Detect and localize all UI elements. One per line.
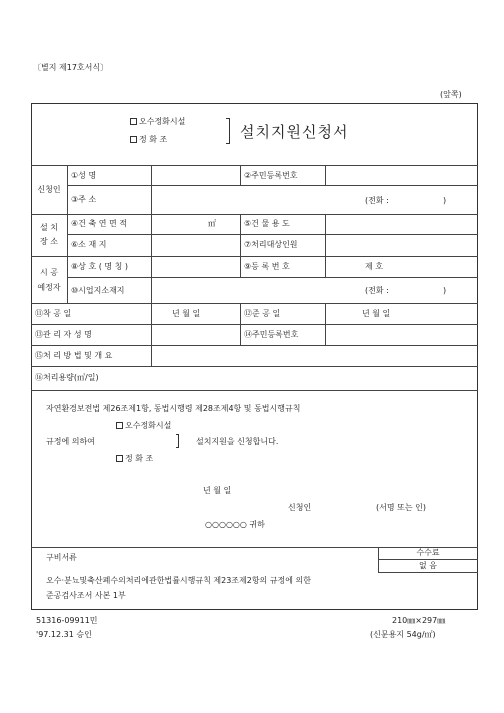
documents-text-line2: 준공검사조서 사본 1부 [46, 591, 126, 600]
title-option-sewage [130, 117, 185, 127]
manager-name-label: ⑬관 리 자 성 명 [35, 330, 92, 339]
fee-label: 수수료 [416, 548, 440, 557]
form-number: 〔별지 제17호서식〕 [33, 63, 109, 72]
site-area-label: ④건 축 연 면 적 [71, 219, 127, 228]
grid-line [325, 303, 326, 345]
grid-line [378, 559, 478, 560]
footer-approval: '97.12.31 승인 [36, 630, 92, 639]
contractor-group-label-2: 예정자 [37, 283, 61, 292]
manager-rrn-label: ⑭주민등록번호 [244, 330, 299, 339]
bracket-shape [176, 434, 179, 448]
contractor-phone-close: ) [443, 286, 447, 295]
checkbox-icon[interactable] [116, 422, 123, 429]
statement-date: 년 월 일 [203, 486, 232, 495]
grid-line [240, 214, 241, 277]
grid-line [31, 165, 478, 166]
grid-line [31, 303, 478, 304]
grid-line [31, 214, 478, 215]
footer-size: 210㎜×297㎜ [392, 616, 446, 625]
grid-line [151, 165, 152, 366]
statement-line1: 자연환경보전법 제26조제1항, 동법시행령 제28조제4항 및 동법시행규칙 [46, 404, 301, 413]
grid-line [31, 256, 478, 257]
statement-applicant-label: 신청인 [288, 503, 312, 512]
statement-recipient: ○○○○○○ 귀하 [205, 520, 265, 529]
start-date-value: 년 월 일 [172, 309, 201, 318]
site-area-unit: ㎡ [208, 219, 216, 228]
grid-line [31, 366, 478, 367]
grid-line [325, 165, 326, 185]
contractor-trade-label: ⑧상 호 ( 명 칭 ) [71, 262, 129, 271]
grid-line [325, 214, 326, 277]
grid-line [31, 345, 478, 346]
applicant-rrn-label: ②주민등록번호 [244, 171, 298, 180]
capacity-label: ⑯처리용량(㎥/일) [35, 373, 99, 382]
grid-line [31, 324, 478, 325]
statement-option-sewage-label: 오수정화시설 [125, 421, 172, 430]
contractor-group-label-1: 시 공 [40, 268, 58, 277]
bracket-shape [226, 118, 230, 144]
grid-line [240, 303, 241, 345]
statement-sign-label: (서명 또는 인) [376, 503, 426, 512]
applicant-phone-label: (전화 : [365, 196, 389, 205]
contractor-office-label: ⑩시업지소재지 [71, 286, 125, 295]
site-use-label: ⑤건 물 용 도 [244, 219, 290, 228]
contractor-reg-value: 제 호 [365, 262, 383, 271]
site-target-label: ⑦처리대상인원 [244, 240, 298, 249]
method-label: ⑮처 리 방 법 및 개 요 [35, 351, 113, 360]
footer-paper: (신문용지 54g/㎡) [370, 630, 436, 639]
grid-line [67, 234, 478, 235]
title-option-septic-label: 정 화 조 [139, 135, 168, 144]
applicant-address-label: ③주 소 [71, 195, 97, 204]
site-group-label-2: 장 소 [40, 237, 58, 246]
end-date-value: 년 월 일 [362, 309, 391, 318]
grid-line [31, 390, 478, 391]
footer-code: 51316-09911민 [36, 616, 98, 625]
grid-line [240, 165, 241, 185]
checkbox-icon[interactable] [130, 118, 137, 125]
documents-text-line1: 오수·분뇨및축산폐수의처리에관한법률시행규칙 제23조제2항의 규정에 의한 [46, 576, 312, 585]
end-date-label: ⑫준 공 일 [244, 309, 281, 318]
applicant-group-label: 신청인 [37, 185, 61, 194]
contractor-reg-label: ⑨등 록 번 호 [244, 262, 290, 271]
grid-line [378, 572, 478, 573]
statement-option-septic [116, 454, 153, 464]
title-option-sewage-label: 오수정화시설 [139, 117, 186, 126]
grid-line [67, 277, 478, 278]
checkbox-icon[interactable] [116, 455, 123, 462]
grid-line [67, 185, 478, 186]
statement-option-sewage [116, 421, 171, 431]
checkbox-icon[interactable] [130, 136, 137, 143]
site-location-label: ⑥소 재 지 [71, 240, 107, 249]
contractor-phone-label: (전화 : [365, 286, 389, 295]
start-date-label: ⑪착 공 일 [35, 309, 72, 318]
site-group-label-1: 설 치 [40, 223, 58, 232]
statement-line2-a: 규정에 의하여 [46, 437, 95, 446]
applicant-name-label: ①성 명 [71, 171, 97, 180]
documents-label: 구비서류 [46, 553, 77, 562]
applicant-phone-close: ) [443, 196, 447, 205]
title-option-septic [130, 135, 167, 145]
statement-line2-b: 설치지원을 신청합니다. [196, 437, 279, 446]
grid-line [67, 165, 68, 303]
statement-option-septic-label: 정 화 조 [125, 454, 154, 463]
form-title: 설치지원신청서 [240, 123, 349, 141]
page-side-label: (앞쪽) [440, 90, 462, 99]
fee-value: 없 음 [419, 561, 437, 570]
